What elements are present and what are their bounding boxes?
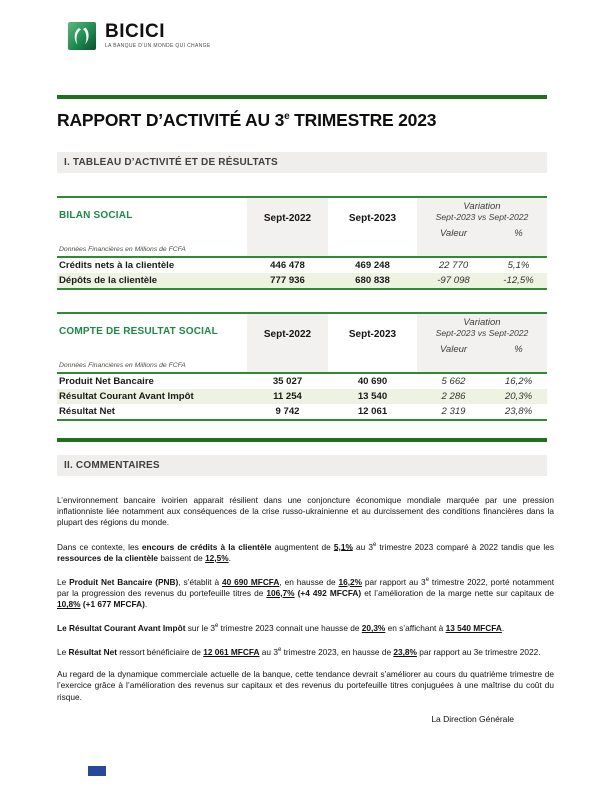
bicici-logo [68, 22, 211, 50]
text-segment: trimestre 2022, porté notamment par la progression des revenus du portefeuille titres de [57, 576, 555, 598]
text-segment: ressources de la clientèle [57, 552, 159, 563]
text-segment: Le [57, 646, 69, 657]
text-segment: Résultat Net [68, 646, 117, 657]
section-heading-comments: II. COMMENTAIRES [57, 455, 547, 476]
paragraph [57, 645, 554, 658]
text-segment: et l’amélioration de la marge nette sur capitaux de [361, 587, 554, 598]
text-segment: e [425, 576, 430, 583]
table-title: BILAN SOCIAL [59, 210, 133, 221]
text-segment: 5,1% [333, 541, 353, 552]
text-segment: 23,8% [393, 646, 417, 657]
text-segment: (+4 492 MFCFA) [297, 587, 362, 598]
col-header-sept-2023: Sept-2023 [328, 198, 417, 256]
table-bilan-social [57, 196, 547, 290]
table-title-cell [57, 198, 247, 256]
table-title-cell [57, 314, 247, 372]
col-header-sept-2022: Sept-2022 [247, 198, 328, 256]
cell-sept-2022: 35 027 [272, 376, 303, 387]
cell-variation-valeur: 5 662 [441, 376, 466, 387]
cell-variation-pct: 23,8% [504, 406, 533, 417]
table-subtitle: Données Financières en Millions de FCFA [59, 362, 186, 369]
variation-subcolumns [417, 228, 547, 239]
table-row [57, 374, 547, 389]
cell-sept-2022: 446 478 [270, 260, 305, 271]
paragraph [57, 540, 554, 564]
col-header-sept-2022: Sept-2022 [247, 314, 328, 372]
cell-sept-2023: 469 248 [355, 260, 390, 271]
cell-sept-2022: 777 936 [270, 275, 305, 286]
cell-variation-pct: 20,3% [504, 391, 533, 402]
table-row [57, 258, 547, 273]
text-segment: , s’établit à [178, 576, 222, 587]
table-compte-resultat-social [57, 312, 547, 421]
text-segment: , en hausse de [279, 576, 339, 587]
variation-col-valeur: Valeur [439, 228, 468, 239]
cell-sept-2023: 40 690 [357, 376, 388, 387]
page-title-part1: RAPPORT D’ACTIVITÉ AU 3 [57, 110, 285, 130]
section-heading-activity: I. TABLEAU D’ACTIVITÉ ET DE RÉSULTATS [57, 152, 547, 173]
text-segment: 13 540 MFCFA [445, 622, 502, 633]
text-segment: 40 690 MFCFA [222, 576, 280, 587]
footer-mark [88, 766, 106, 776]
text-segment: e [372, 541, 377, 548]
cell-variation-valeur: -97 098 [437, 275, 470, 286]
variation-col-pct: % [514, 228, 523, 239]
text-segment: baissent de [158, 552, 206, 563]
signature: La Direction Générale [431, 713, 514, 724]
text-segment: 12,5% [205, 552, 229, 563]
text-segment: 10,8% [57, 598, 81, 609]
text-segment: trimestre 2023, en hausse de [281, 646, 394, 657]
variation-subtitle: Sept-2023 vs Sept-2022 [435, 328, 529, 338]
cell-variation-valeur: 22 770 [438, 260, 469, 271]
text-segment: Le [57, 576, 70, 587]
comments-body [57, 495, 554, 725]
text-segment: Au regard de la dynamique commerciale actuelle de la banque, cette tendance devrait s’améliorer au cours du quatrième trimestre de l’exercice grâce à l’amélioration des revenus sur capitaux et des revenus du portefeuille titres conjuguées à une maîtrise du coût du risque. [57, 669, 554, 702]
variation-header [417, 198, 547, 256]
text-segment: e [277, 647, 282, 654]
variation-header [417, 314, 547, 372]
text-segment: ressort bénéficiaire de [116, 646, 204, 657]
text-segment: au 3 [259, 646, 278, 657]
page-title-sup: e [284, 111, 290, 123]
row-label: Crédits nets à la clientèle [59, 260, 175, 271]
text-segment: 16,2% [338, 576, 363, 587]
text-segment: encours de crédits à la clientèle [141, 541, 272, 552]
text-segment: augmentent de [271, 541, 334, 552]
table-row [57, 389, 547, 404]
text-segment: par rapport au 3 [362, 576, 426, 587]
table-row [57, 273, 547, 288]
bicici-bird-icon [68, 22, 96, 50]
variation-title: Variation [463, 317, 501, 328]
text-segment: trimestre 2023 connait une hausse de [218, 622, 362, 633]
row-label: Dépôts de la clientèle [59, 275, 158, 286]
text-segment: L’environnement bancaire ivoirien apparait résilient dans une conjoncture économique mondiale marquée par une pression inflationniste liée notamment aux conséquences de la crise russo-ukrainienne et au durcissement des conditions financières dans la plupart des régions du monde. [57, 495, 554, 528]
row-label: Résultat Courant Avant Impôt [59, 391, 194, 402]
text-segment: trimestre 2023 comparé à 2022 tandis que les [376, 541, 554, 552]
brand-name: BICICI [105, 21, 165, 42]
variation-title: Variation [463, 201, 501, 212]
text-segment: sur le 3 [185, 622, 215, 633]
text-segment: (+1 677 MFCFA) [82, 598, 145, 609]
row-label: Résultat Net [59, 406, 115, 417]
table-row [57, 404, 547, 419]
paragraph [57, 575, 554, 610]
text-segment: 20,3% [361, 622, 386, 633]
cell-variation-pct: 16,2% [504, 376, 533, 387]
text-segment: . [228, 552, 231, 563]
top-rule [57, 95, 547, 99]
paragraph [57, 669, 554, 703]
brand-tagline: LA BANQUE D’UN MONDE QUI CHANGE [105, 43, 211, 49]
paragraph [57, 621, 554, 634]
cell-variation-pct: -12,5% [503, 275, 534, 286]
variation-col-valeur: Valeur [439, 344, 468, 355]
table-header [57, 198, 547, 258]
text-segment: Produit Net Bancaire (PNB) [69, 576, 179, 587]
paragraph [57, 495, 554, 529]
cell-sept-2023: 13 540 [357, 391, 388, 402]
cell-variation-pct: 5,1% [507, 260, 530, 271]
cell-variation-valeur: 2 286 [441, 391, 466, 402]
text-segment: . [501, 622, 505, 633]
brand-block [105, 22, 211, 49]
text-segment: par rapport au 3e trimestre 2022. [416, 646, 541, 657]
variation-col-pct: % [514, 344, 523, 355]
text-segment: au 3 [352, 541, 373, 552]
text-segment: e [214, 623, 219, 630]
text-segment: . [144, 598, 148, 609]
text-segment: 106,7% [266, 587, 295, 598]
cell-sept-2022: 11 254 [273, 391, 302, 402]
page-title-part2: TRIMESTRE 2023 [289, 110, 437, 130]
table-title: COMPTE DE RESULTAT SOCIAL [59, 326, 218, 337]
text-segment: Dans ce contexte, les [57, 541, 142, 552]
text-segment: en s’affichant à [385, 622, 446, 633]
col-header-sept-2023: Sept-2023 [328, 314, 417, 372]
cell-variation-valeur: 2 319 [441, 406, 466, 417]
variation-subcolumns [417, 344, 547, 355]
table-header [57, 314, 547, 374]
row-label: Produit Net Bancaire [59, 376, 154, 387]
cell-sept-2023: 680 838 [355, 275, 390, 286]
text-segment: 12 061 MFCFA [203, 646, 260, 657]
cell-sept-2022: 9 742 [275, 406, 300, 417]
text-segment: Le Résultat Courant Avant Impôt [57, 622, 186, 633]
page-title [57, 110, 436, 131]
variation-subtitle: Sept-2023 vs Sept-2022 [435, 212, 529, 222]
cell-sept-2023: 12 061 [357, 406, 388, 417]
middle-rule [57, 438, 547, 442]
table-subtitle: Données Financières en Millions de FCFA [59, 246, 186, 253]
